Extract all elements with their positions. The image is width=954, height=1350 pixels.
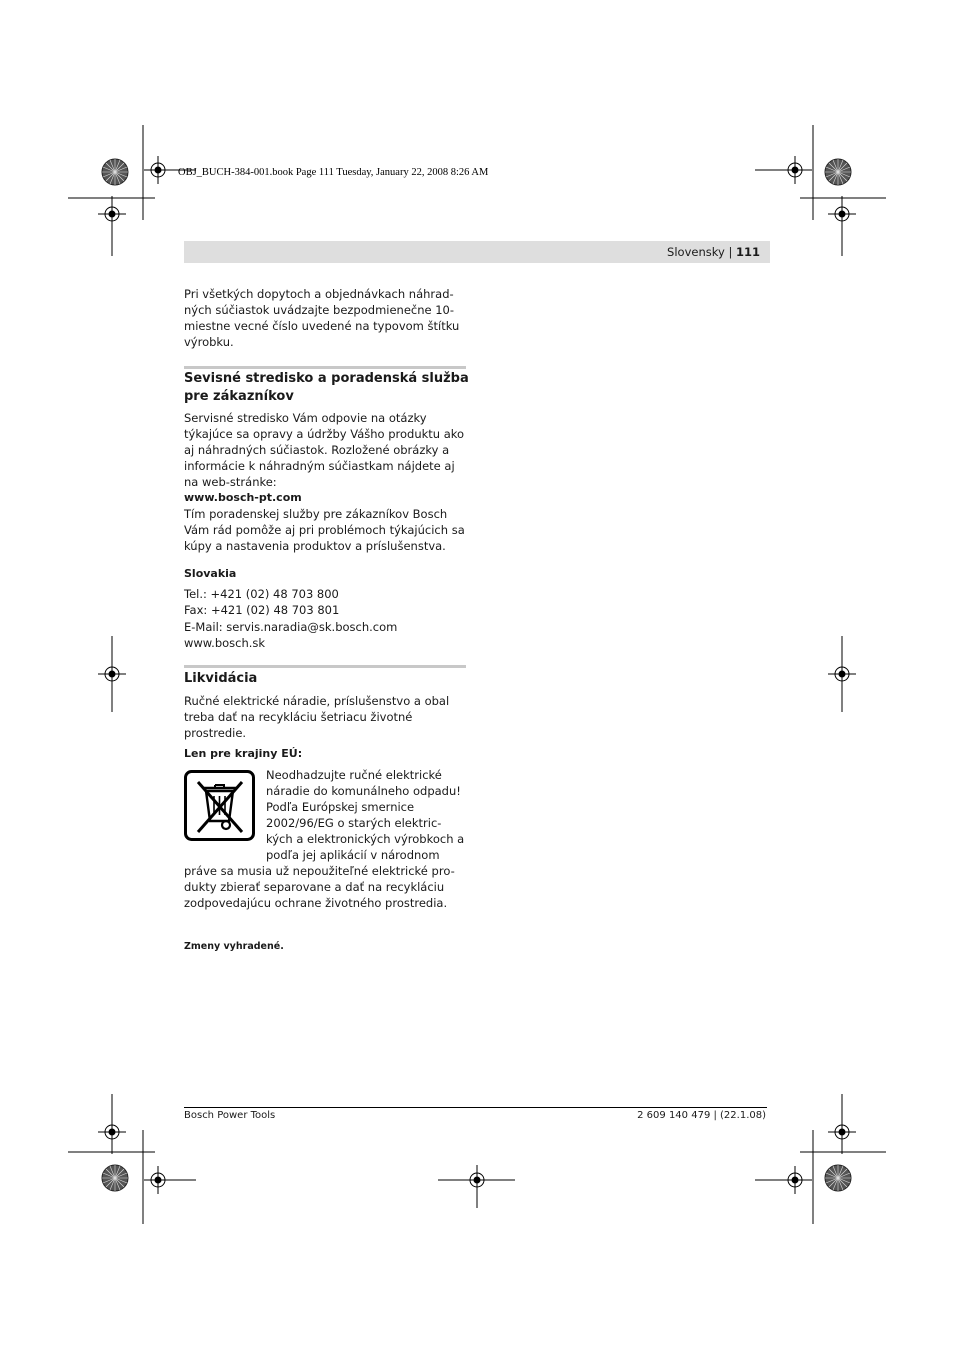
header-separator: | <box>728 245 733 259</box>
eu-text-line: podľa jej aplikácií v národnom <box>266 848 440 862</box>
footer-brand: Bosch Power Tools <box>184 1110 276 1121</box>
intro-paragraph: Pri všetkých dopytoch a objednávkach náhrad-ných súčiastok uvádzajte bezpodmienečne 10-miestne vecné číslo uvedené na typovom štítku výrobku. <box>184 287 460 349</box>
section-divider <box>184 366 466 369</box>
disposal-heading: Likvidácia <box>184 671 258 686</box>
eu-text-line: Neodhadzujte ručné elektrické <box>266 768 442 782</box>
eu-text-line: Podľa Európskej smernice <box>266 800 415 814</box>
eu-text-line: kých a elektronických výrobkoch a <box>266 832 465 846</box>
eu-text-line: náradie do komunálneho odpadu! <box>266 784 461 798</box>
service-body-2: Tím poradenskej služby pre zákazníkov Bosch Vám rád pomôže aj pri problémoch týkajúcich sa kúpy a nastavenia produktov a príslušenstva. <box>184 507 465 553</box>
eu-text-continuation: práve sa musia už nepoužiteľné elektrické pro-dukty zbierať separovane a dať na recykláciu zodpovedajúcu ochrane životného prostredia. <box>184 864 455 910</box>
eu-text-line: 2002/96/EG o starých elektric- <box>266 816 442 830</box>
crossed-out-wheelie-bin-icon <box>184 770 255 841</box>
page-header-label <box>667 241 760 263</box>
country-heading: Slovakia <box>184 567 237 580</box>
service-heading: Sevisné stredisko a poradenská služba pre zákazníkov <box>184 371 469 404</box>
language-label: Slovensky <box>667 245 725 259</box>
disposal-body: Ručné elektrické náradie, príslušenstvo a obal treba dať na recykláciu šetriacu životné prostredie. <box>184 694 450 740</box>
eu-text-beside-icon <box>266 767 471 863</box>
page-header <box>184 241 770 263</box>
footer-doc-number: 2 609 140 479 | (22.1.08) <box>637 1110 766 1121</box>
footer-divider <box>184 1107 767 1108</box>
service-url: www.bosch-pt.com <box>184 491 302 504</box>
service-body: Servisné stredisko Vám odpovie na otázky týkajúce sa opravy a údržby Vášho produktu ako aj náhradných súčiastok. Rozložené obrázky a informácie k náhradným súčiastkam nájdete aj na web-stránke: <box>184 411 465 489</box>
changes-reserved-note: Zmeny vyhradené. <box>184 941 284 952</box>
contact-web: www.bosch.sk <box>184 636 266 650</box>
contact-email: E-Mail: servis.naradia@sk.bosch.com <box>184 620 398 634</box>
contact-fax: Fax: +421 (02) 48 703 801 <box>184 603 340 617</box>
section-divider <box>184 665 466 668</box>
contact-tel: Tel.: +421 (02) 48 703 800 <box>184 587 339 601</box>
print-slug: OBJ_BUCH-384-001.book Page 111 Tuesday, January 22, 2008 8:26 AM <box>178 167 489 178</box>
page-number: 111 <box>735 245 760 259</box>
eu-heading: Len pre krajiny EÚ: <box>184 747 303 760</box>
